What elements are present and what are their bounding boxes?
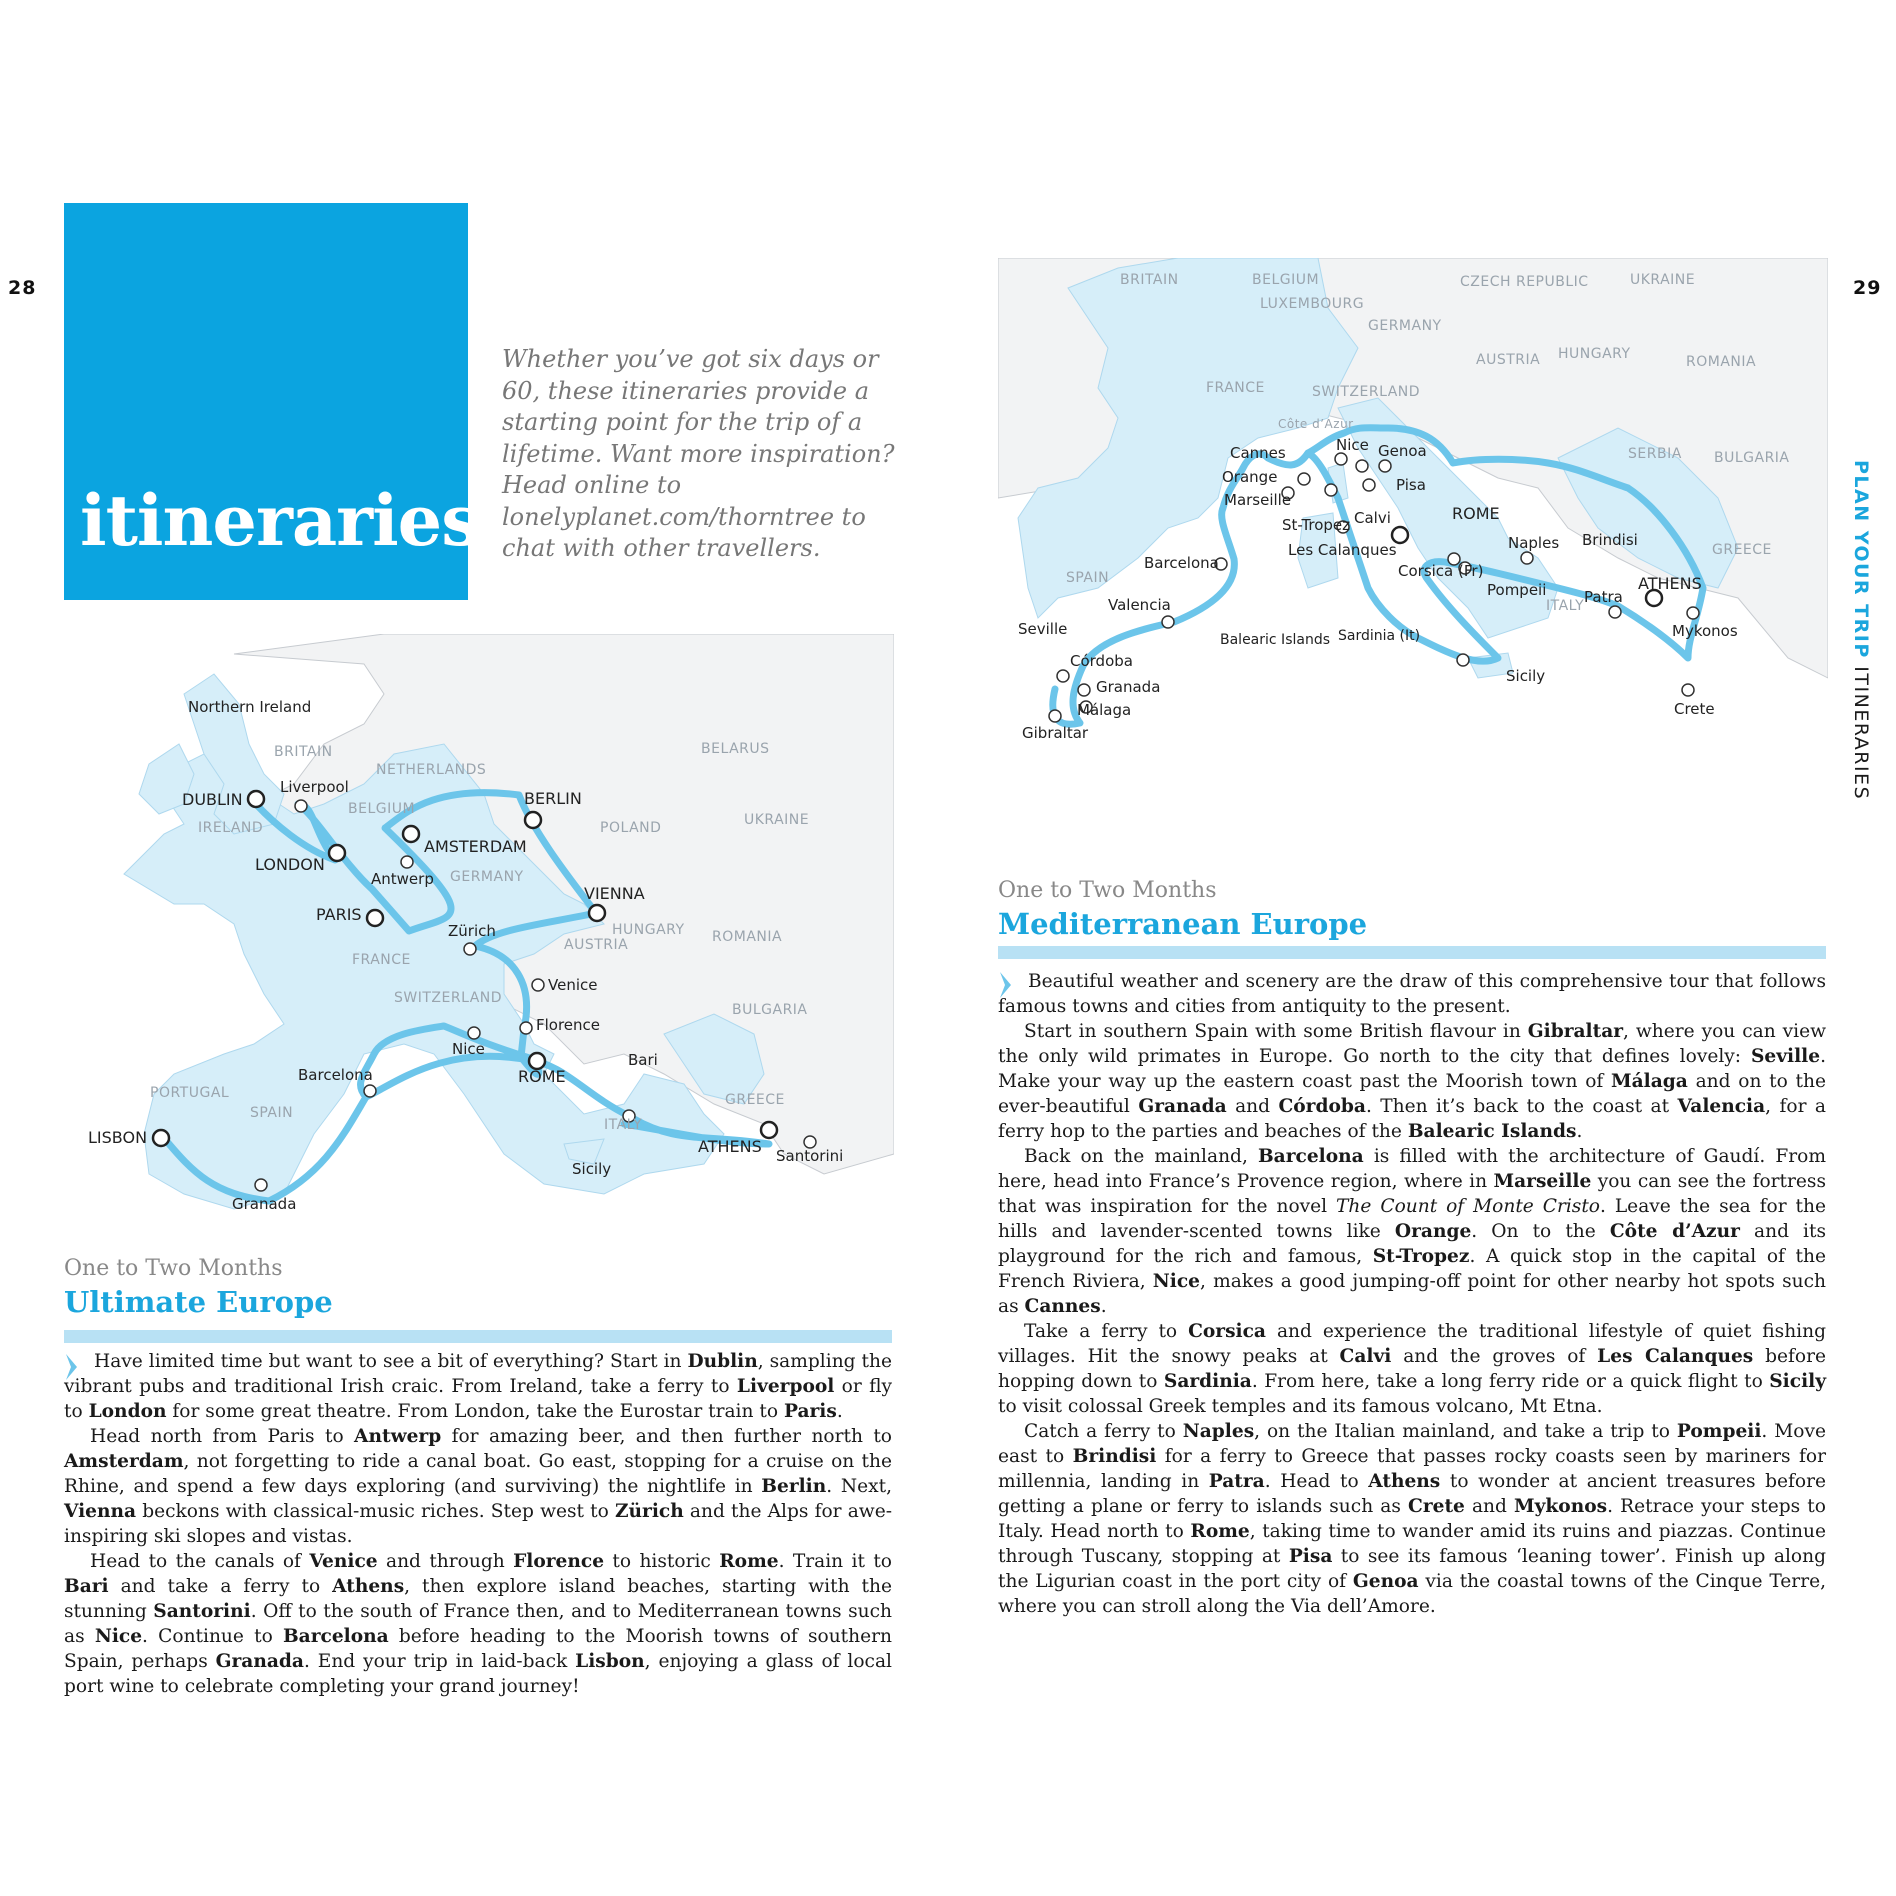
map-left-country: ROMANIA (712, 929, 783, 945)
section-title-mediterranean: Mediterranean Europe (998, 907, 1368, 941)
map-left-country: SWITZERLAND (394, 990, 503, 1006)
map-left-city: DUBLIN (182, 790, 243, 809)
map-left-city: Venice (548, 976, 598, 994)
map-right-country: HUNGARY (1558, 346, 1631, 362)
map-left-city: Liverpool (280, 778, 349, 796)
map-right-city: Nice (1336, 436, 1369, 454)
map-left-city: ROME (518, 1067, 566, 1086)
map-ultimate-europe (64, 634, 894, 1224)
map-left-city: Granada (232, 1195, 297, 1213)
map-right-city: Gibraltar (1022, 724, 1089, 742)
chapter-title-box (64, 203, 480, 600)
section-body-mediterranean: Beautiful weather and scenery are the draw of this comprehensive tour that follows famous towns and cities from antiquity to the present. Start in southern Spain with some British flavour in Gibraltar, where you can view the only wild primates in Europe. Go north to the city that defines lovely: Seville. Make your way up the eastern coast past the Moorish town of Málaga and on to the ever-beautiful Granada and Córdoba. Then it’s back to the coast at Valencia, for a ferry hop to the parties and beaches of the Balearic Islands. Back on the mainland, Barcelona is filled with the architecture of Gaudí. From here, head into France’s Provence region, where in Marseille you can see the fortress that was inspiration for the novel The Count of Monte Cristo. Leave the sea for the hills and lavender-scented towns like Orange. On to the Côte d’Azur and its playground for the rich and famous, St-Tropez. A quick stop in the capital of the French Riviera, Nice, makes a good jumping-off point for other nearby hot spots such as Cannes. Take a ferry to Corsica and experience the traditional lifestyle of quiet fishing villages. Hit the snowy peaks at Calvi and the groves of Les Calanques before hopping down to Sardinia. From here, take a long ferry ride or a quick flight to Sicily to visit colossal Greek temples and its famous volcano, Mt Etna. Catch a ferry to Naples, on the Italian mainland, and take a trip to Pompeii. Move east to Brindisi for a ferry to Greece that passes rocky coasts seen by mariners for millennia, landing in Patra. Head to Athens to wonder at ancient treasures before getting a plane or ferry to islands such as Crete and Mykonos. Retrace your steps to Italy. Head north to Rome, taking time to wander amid its ruins and piazzas. Continue through Tuscany, stopping at Pisa to see its famous ‘leaning tower’. Finish up along the Ligurian coast in the port city of Genoa via the coastal towns of the Cinque Terre, where you can stroll along the Via dell’Amore. (998, 971, 1827, 1617)
map-right-country: BELGIUM (1252, 272, 1320, 288)
map-left-city: Santorini (776, 1147, 844, 1165)
map-right-city: Balearic Islands (1220, 632, 1331, 648)
map-left-city: VIENNA (584, 884, 645, 903)
map-right-country: UKRAINE (1630, 272, 1696, 288)
map-right-country: LUXEMBOURG (1260, 296, 1365, 312)
page-number-right: 29 (1853, 277, 1882, 299)
map-left-city: Florence (536, 1016, 601, 1034)
map-left-city: AMSTERDAM (424, 837, 527, 856)
map-left-country: BELGIUM (348, 801, 416, 817)
map-left-country: IRELAND (198, 820, 264, 836)
map-right-country: BULGARIA (1714, 450, 1790, 466)
map-right-city: Calvi (1354, 509, 1391, 527)
chapter-title: itineraries (80, 479, 480, 562)
map-right-city: St-Tropez (1282, 516, 1351, 534)
map-left-city: LONDON (255, 855, 325, 874)
map-left-country: POLAND (600, 820, 662, 836)
map-right-country: AUSTRIA (1476, 352, 1541, 368)
map-left-country: FRANCE (352, 952, 411, 968)
map-right-city: Mykonos (1672, 622, 1738, 640)
map-right-city: Pompeii (1487, 581, 1547, 599)
map-right-country: ROMANIA (1686, 354, 1757, 370)
map-left-country: BELARUS (701, 741, 770, 757)
section-rule (998, 946, 1826, 959)
map-right-city: Orange (1222, 468, 1278, 486)
section-kicker-mediterranean: One to Two Months (998, 878, 1217, 903)
map-right-country: SERBIA (1628, 446, 1682, 462)
map-right-country: SPAIN (1066, 570, 1110, 586)
page-number-left: 28 (8, 277, 37, 299)
map-left-country: NETHERLANDS (376, 762, 487, 778)
map-right-city: Marseille (1224, 491, 1292, 509)
map-right-city: Cannes (1230, 444, 1286, 462)
map-left-country: GERMANY (450, 869, 524, 885)
map-right-country: CZECH REPUBLIC (1460, 274, 1589, 290)
map-right-city: Corsica (Fr) (1398, 562, 1484, 580)
map-left-city: Zürich (448, 922, 496, 940)
map-left-country: HUNGARY (612, 922, 685, 938)
map-left-country: PORTUGAL (150, 1085, 230, 1101)
map-right-city: Crete (1674, 700, 1715, 718)
map-left-country: UKRAINE (744, 812, 810, 828)
map-left-country: BRITAIN (274, 744, 333, 760)
map-left-country: BULGARIA (732, 1002, 808, 1018)
map-right-country: BRITAIN (1120, 272, 1179, 288)
map-left-country: ITALY (604, 1117, 643, 1133)
map-left-city: Antwerp (371, 870, 434, 888)
side-tab-bold: PLAN YOUR TRIP (1850, 460, 1872, 659)
map-right-country: FRANCE (1206, 380, 1265, 396)
map-left-country: AUSTRIA (564, 937, 629, 953)
section-body-ultimate: Have limited time but want to see a bit of everything? Start in Dublin, sampling the vibrant pubs and traditional Irish craic. From Ireland, take a ferry to Liverpool or fly to London for some great theatre. From London, take the Eurostar train to Paris. Head north from Paris to Antwerp for amazing beer, and then further north to Amsterdam, not forgetting to ride a canal boat. Go east, stopping for a cruise on the Rhine, and spend a few days exploring (and surviving) the nightlife in Berlin. Next, Vienna beckons with classical-music riches. Step west to Zürich and the Alps for awe-inspiring ski slopes and vistas. Head to the canals of Venice and through Florence to historic Rome. Train it to Bari and take a ferry to Athens, then explore island beaches, starting with the stunning Santorini. Off to the south of France then, and to Mediterranean towns such as Nice. Continue to Barcelona before heading to the Moorish towns of southern Spain, perhaps Granada. End your trip in laid-back Lisbon, enjoying a glass of local port wine to celebrate completing your grand journey! (64, 1351, 892, 1697)
map-right-city: Les Calanques (1288, 541, 1397, 559)
map-right-city: Barcelona (1144, 554, 1219, 572)
map-right-country: GREECE (1712, 542, 1772, 558)
side-tab (1850, 460, 1894, 801)
map-right-city: Sardinia (It) (1338, 628, 1421, 644)
map-right-city: Pisa (1396, 476, 1426, 494)
map-right-city: Patra (1584, 588, 1623, 606)
map-right-country: ITALY (1546, 598, 1585, 614)
map-left-country: GREECE (725, 1092, 785, 1108)
map-right-country: SWITZERLAND (1312, 384, 1421, 400)
map-left-city: Nice (452, 1040, 485, 1058)
map-left-city: Barcelona (298, 1066, 373, 1084)
section-kicker-ultimate: One to Two Months (64, 1256, 283, 1281)
map-right-city: Côte d’Azur (1278, 417, 1354, 431)
map-mediterranean-europe (998, 258, 1828, 768)
map-left-city: ATHENS (698, 1137, 762, 1156)
map-right-city: ROME (1452, 504, 1500, 523)
map-left-country: SPAIN (250, 1105, 294, 1121)
map-right-city: Brindisi (1582, 531, 1638, 549)
map-left-city: PARIS (316, 905, 362, 924)
map-left-city: Northern Ireland (188, 698, 312, 716)
side-tab-plain: ITINERARIES (1850, 666, 1872, 801)
map-left-city: LISBON (88, 1128, 148, 1147)
map-right-city: Córdoba (1070, 652, 1133, 670)
section-title-ultimate: Ultimate Europe (64, 1285, 333, 1319)
map-right-city: Sicily (1506, 667, 1546, 685)
map-left-city: BERLIN (524, 789, 582, 808)
map-right-city: Valencia (1108, 596, 1171, 614)
map-left-city: Bari (628, 1051, 658, 1069)
map-right-city: ATHENS (1638, 574, 1702, 593)
map-right-country: GERMANY (1368, 318, 1442, 334)
map-right-city: Granada (1096, 678, 1161, 696)
map-right-city: Naples (1508, 534, 1560, 552)
chapter-intro: Whether you’ve got six days or 60, these itineraries provide a starting point for the trip of a lifetime. Want more inspiration? Head online to lonelyplanet.com/thorntree to chat with other travellers. (502, 345, 895, 562)
section-rule (64, 1330, 892, 1343)
map-right-city: Seville (1018, 620, 1068, 638)
map-left-city: Sicily (572, 1160, 612, 1178)
map-right-city: Genoa (1378, 442, 1427, 460)
map-right-city: Málaga (1077, 701, 1132, 719)
